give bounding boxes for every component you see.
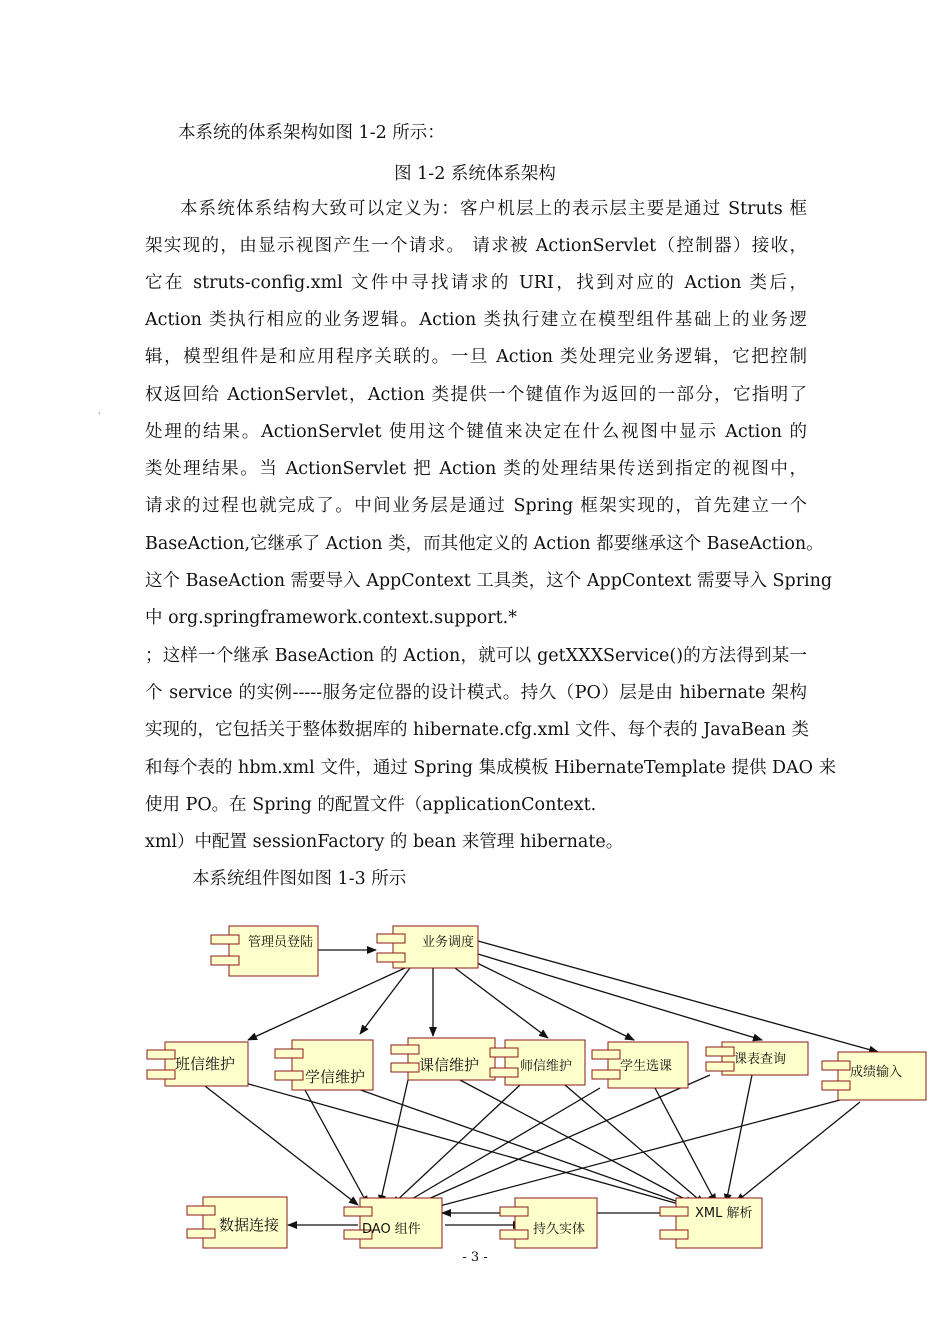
label-grade-input: 成绩输入	[850, 1065, 903, 1080]
arrow-dispatch-student	[360, 968, 410, 1034]
body-line: 本系统体系结构大致可以定义为：客户机层上的表示层主要是通过 Struts 框	[180, 199, 807, 219]
label-persistent: 持久实体	[533, 1222, 586, 1237]
label-course-select: 学生选课	[620, 1059, 673, 1074]
arrow-select-dao	[400, 1088, 600, 1206]
label-schedule-query: 课表查询	[734, 1052, 787, 1067]
label-dispatch: 业务调度	[422, 935, 475, 950]
label-db-connect: 数据连接	[219, 1216, 280, 1234]
body-line: 实现的，它包括关于整体数据库的 hibernate.cfg.xml 文件、每个表的 JavaBean 类	[145, 720, 809, 740]
body-line: 使用 PO。在 Spring 的配置文件（applicationContext.	[145, 795, 597, 815]
arrow-dispatch-grade	[478, 941, 878, 1052]
body-line: 权返回给 ActionServlet，Action 类提供一个键值作为返回的一部分，它指明了	[145, 385, 807, 405]
component-intro: 本系统组件图如图 1-3 所示	[192, 869, 407, 889]
body-line: 它在 struts-config.xml 文件中寻找请求的 URI，找到对应的 Action 类后，	[145, 273, 807, 293]
body-line: ；这样一个继承 BaseAction 的 Action，就可以 getXXXService()的方法得到某一	[145, 646, 807, 666]
body-line: 架实现的，由显示视图产生一个请求。 请求被 ActionServlet（控制器）接收，	[145, 236, 807, 256]
arrow-course-xml	[460, 1080, 694, 1204]
label-admin-login: 管理员登陆	[248, 935, 314, 950]
arrow-grade-xml	[736, 1102, 860, 1202]
arrow-schedule-xml	[726, 1075, 752, 1203]
body-line: 处理的结果。ActionServlet 使用这个键值来决定在什么视图中显示 Action 的	[145, 422, 807, 442]
body-line: BaseAction,它继承了 Action 类，而其他定义的 Action 都要继承这个 BaseAction。	[145, 534, 824, 554]
body-line: 类处理结果。当 ActionServlet 把 Action 类的处理结果传送到指定的视图中，	[145, 459, 807, 479]
arrow-select-xml	[655, 1088, 716, 1203]
figure-caption: 图 1-2 系统体系架构	[394, 164, 556, 184]
margin-mark: '	[98, 412, 101, 422]
body-line: xml）中配置 sessionFactory 的 bean 来管理 hibernate。	[145, 832, 624, 852]
body-line: 这个 BaseAction 需要导入 AppContext 工具类，这个 AppContext 需要导入 Spring	[145, 571, 833, 591]
label-class-info: 班信维护	[175, 1055, 236, 1073]
body-line: 请求的过程也就完成了。中间业务层是通过 Spring 框架实现的，首先建立一个	[145, 496, 807, 516]
body-line: 个 service 的实例-----服务定位器的设计模式。持久（PO）层是由 hibernate 架构	[145, 683, 807, 703]
label-student-info: 学信维护	[305, 1068, 366, 1086]
label-dao: DAO 组件	[362, 1222, 421, 1237]
arrow-dispatch-class	[248, 968, 405, 1040]
label-teacher-info: 师信维护	[520, 1059, 573, 1074]
component-admin-login	[211, 926, 318, 976]
arrow-dispatch-teacher	[455, 968, 548, 1038]
body-line: Action 类执行相应的业务逻辑。Action 类执行建立在模型组件基础上的业务逻	[145, 310, 807, 330]
arrow-dispatch-schedule	[478, 954, 762, 1040]
label-xml-parse: XML 解析	[695, 1206, 753, 1221]
intro-line: 本系统的体系架构如图 1-2 所示：	[178, 123, 445, 143]
label-course-info: 课信维护	[419, 1056, 480, 1074]
body-line: 辑，模型组件是和应用程序关联的。一旦 Action 类处理完业务逻辑，它把控制	[145, 347, 807, 367]
body-line: 和每个表的 hbm.xml 文件，通过 Spring 集成模板 HibernateTemplate 提供 DAO 来	[145, 758, 837, 778]
page-number: - 3 -	[462, 1250, 488, 1265]
body-line: 中 org.springframework.context.support.*	[145, 608, 517, 628]
